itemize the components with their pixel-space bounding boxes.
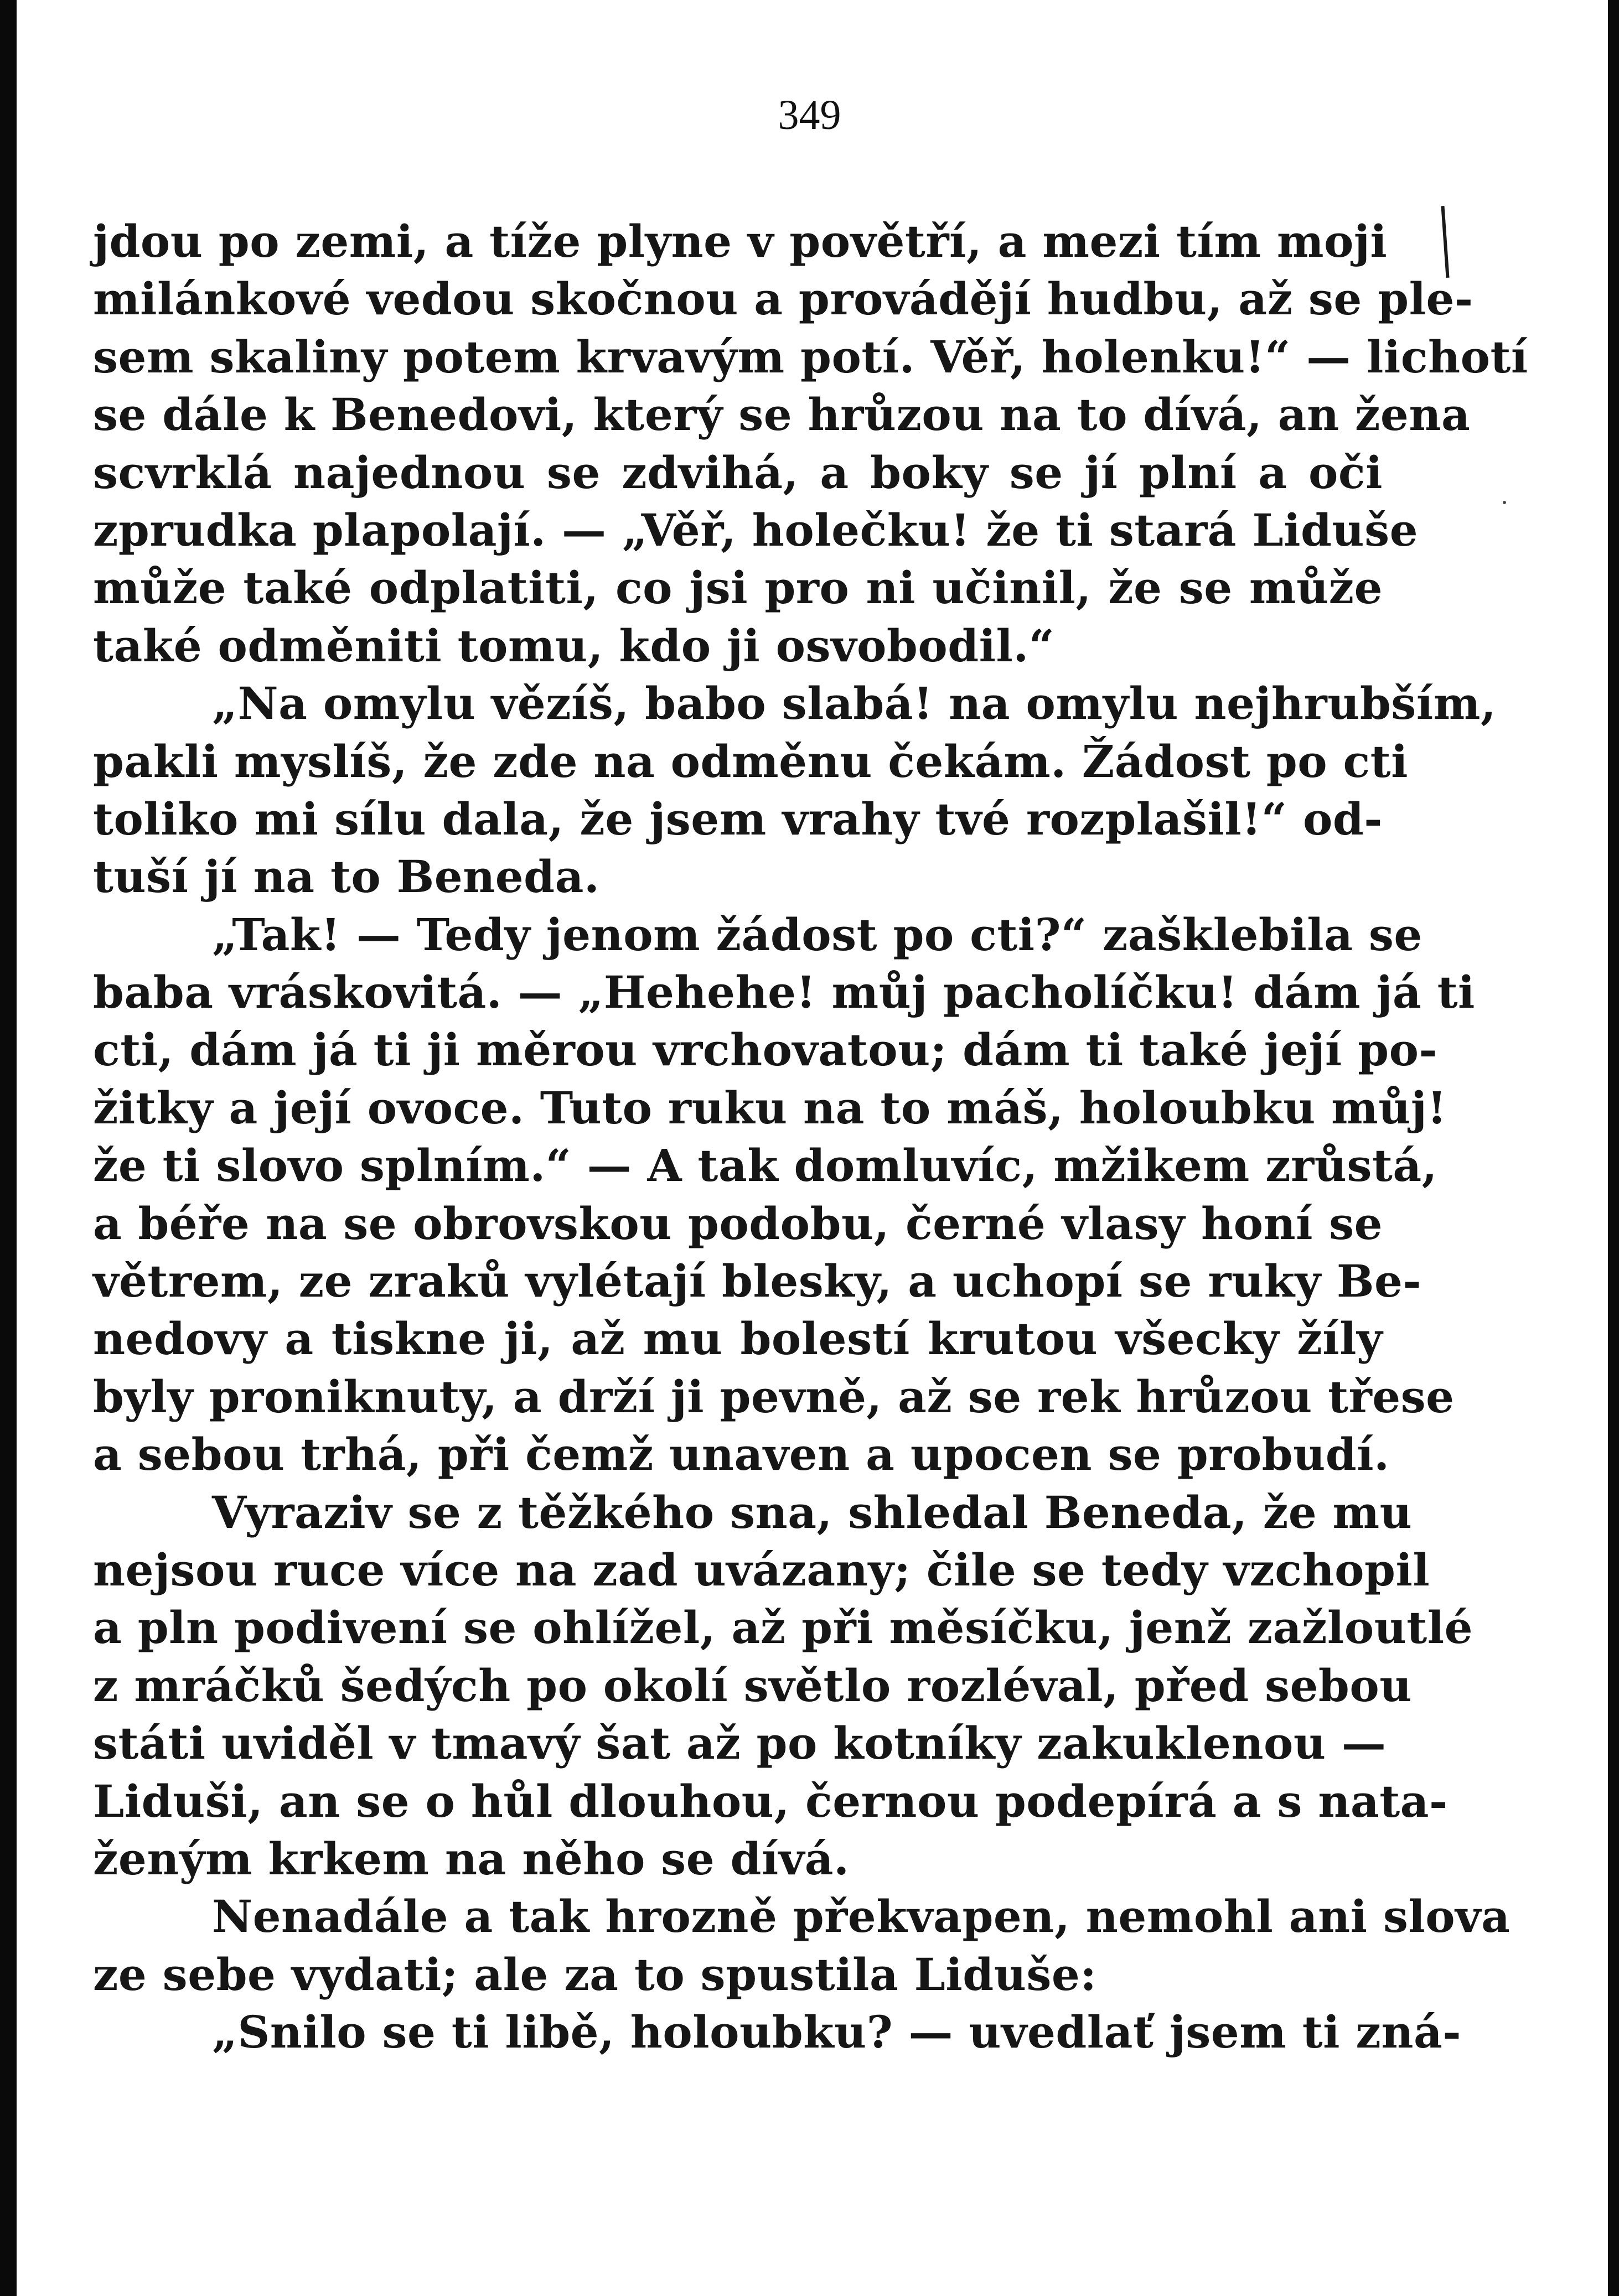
text-line: „Snilo se ti libě, holoubku? — uvedlať jsem ti zná- [212, 2006, 1462, 2059]
text-line: větrem, ze zraků vylétají blesky, a uchopí se ruky Be- [93, 1255, 1422, 1308]
text-line: žitky a její ovoce. Tuto ruku na to máš, holoubku můj! [93, 1081, 1447, 1134]
text-line: že ti slovo splním.“ — A tak domluvíc, mžikem zrůstá, [93, 1139, 1437, 1192]
text-line: baba vráskovitá. — „Hehehe! můj pacholíčku! dám já ti [93, 966, 1475, 1019]
scan-edge-right [1608, 0, 1619, 2296]
text-line: nedovy a tiskne ji, až mu bolestí krutou všecky žíly [93, 1313, 1383, 1365]
text-line: milánkové vedou skočnou a provádějí hudbu, až se ple- [93, 273, 1473, 325]
text-line: ze sebe vydati; ale za to spustila Liduše: [93, 1948, 1097, 2000]
text-line: jdou po zemi, a tíže plyne v povětří, a mezi tím moji [93, 215, 1388, 267]
margin-pencil-mark [1441, 206, 1449, 278]
text-line: Nenadále a tak hrozně překvapen, nemohl ani slova [212, 1890, 1511, 1943]
text-line: Liduši, an se o hůl dlouhou, černou podepírá a s nata- [93, 1775, 1448, 1827]
text-line: nejsou ruce více na zad uvázany; čile se tedy vzchopil [93, 1543, 1430, 1596]
text-line: se dále k Benedovi, který se hrůzou na to dívá, an žena [93, 388, 1471, 441]
scan-edge-left [0, 0, 17, 2296]
text-line: „Na omylu vězíš, babo slabá! na omylu nejhrubším, [212, 677, 1497, 730]
text-line: může také odplatiti, co jsi pro ni učinil, že se může [93, 562, 1383, 614]
text-line: pakli myslíš, že zde na odměnu čekám. Žádost po cti [93, 735, 1409, 787]
body-text [93, 213, 1528, 2061]
text-line: cti, dám já ti ji měrou vrchovatou; dám ti také její po- [93, 1024, 1438, 1076]
text-line: a pln podivení se ohlížel, až při měsíčku, jenž zažloutlé [93, 1602, 1473, 1654]
text-line: „Tak! — Tedy jenom žádost po cti?“ zašklebila se [212, 908, 1423, 961]
text-line: tuší jí na to Beneda. [93, 851, 600, 903]
margin-dot [1503, 501, 1506, 504]
page-number: 349 [778, 92, 841, 138]
text-line: státi uviděl v tmavý šat až po kotníky zakuklenou — [93, 1717, 1387, 1770]
text-line: byly proniknuty, a drží ji pevně, až se rek hrůzou třese [93, 1370, 1455, 1423]
text-line: sem skaliny potem krvavým potí. Věř, holenku!“ — lichotí [93, 330, 1528, 383]
text-line: a béře na se obrovskou podobu, černé vlasy honí se [93, 1197, 1383, 1250]
text-line: scvrklá najednou se zdvihá, a boky se jí plní a oči [93, 446, 1383, 499]
text-line: z mráčků šedých po okolí světlo rozléval, před sebou [93, 1659, 1412, 1712]
text-line: ženým krkem na něho se dívá. [93, 1832, 850, 1885]
text-line: zprudka plapolají. — „Věř, holečku! že ti stará Liduše [93, 504, 1419, 556]
text-line: toliko mi sílu dala, že jsem vrahy tvé rozplašil!“ od- [93, 792, 1383, 845]
text-line: Vyraziv se z těžkého sna, shledal Beneda, že mu [212, 1486, 1413, 1538]
text-line: a sebou trhá, při čemž unaven a upocen se probudí. [93, 1428, 1390, 1481]
text-line: také odměniti tomu, kdo ji osvobodil.“ [93, 619, 1055, 672]
